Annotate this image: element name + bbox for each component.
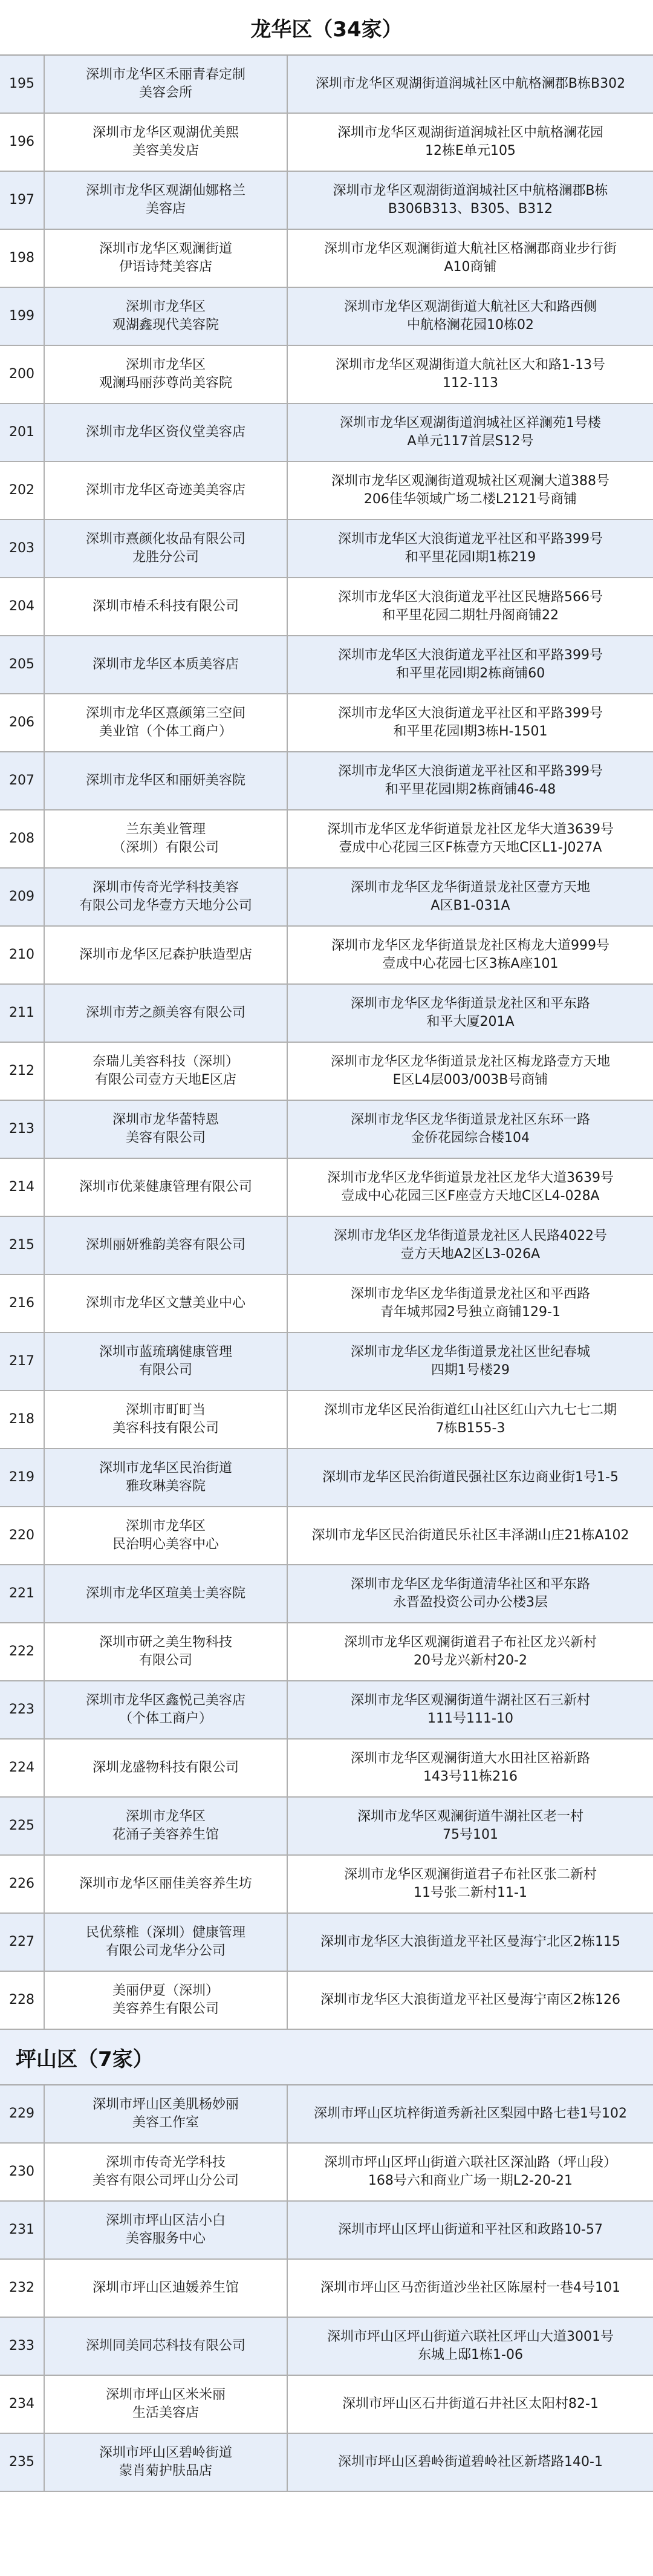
- row-number: 216: [0, 1275, 45, 1332]
- table-row: [0, 1972, 653, 2030]
- district-heading: 坪山区（7家）: [0, 2030, 653, 2085]
- row-number: 224: [0, 1740, 45, 1796]
- shop-address: 深圳市龙华区大浪街道龙平社区和平路399号 和平里花园I期2栋商铺60: [338, 648, 603, 681]
- row-number: 221: [0, 1565, 45, 1622]
- district-heading: 龙华区（34家）: [0, 0, 653, 56]
- row-number: 207: [0, 752, 45, 809]
- row-number: 200: [0, 346, 45, 403]
- shop-name: 深圳市坪山区美肌杨妙丽 美容工作室: [45, 2085, 288, 2142]
- shop-address: 深圳市龙华区观湖街道润城社区中航格澜郡B栋 B306B313、B305、B312: [333, 183, 608, 217]
- shop-address: 深圳市龙华区观澜街道观城社区观澜大道388号 206佳华领域广场二楼L2121号商铺: [331, 474, 609, 507]
- table-row: [0, 1275, 653, 1333]
- table-row: [0, 1391, 653, 1449]
- row-number: 195: [0, 56, 45, 112]
- table-row: [0, 694, 653, 752]
- table-row: [0, 404, 653, 462]
- shop-address: 深圳市龙华区观澜街道牛湖社区石三新村 111号111-10: [350, 1693, 590, 1726]
- row-number: 208: [0, 810, 45, 867]
- shop-address: 深圳市龙华区龙华街道景龙社区和平东路 和平大厦201A: [350, 996, 590, 1029]
- table-row: [0, 2434, 653, 2492]
- row-number: 223: [0, 1681, 45, 1738]
- table-row: [0, 927, 653, 985]
- shop-name: 深圳市龙华区禾丽青春定制 美容会所: [45, 56, 288, 112]
- shop-name: 深圳龙盛物科技有限公司: [45, 1740, 288, 1796]
- shop-address: 深圳市龙华区龙华街道景龙社区壹方天地 A区B1-031A: [350, 880, 590, 913]
- shop-address: 深圳市坪山区石井街道石井社区太阳村82-1: [342, 2396, 599, 2411]
- table-row: [0, 1159, 653, 1217]
- shop-name: 深圳市龙华区民治街道 雅玫琳美容院: [45, 1449, 288, 1506]
- table-row: [0, 114, 653, 172]
- row-number: 206: [0, 694, 45, 751]
- table-row: [0, 2318, 653, 2376]
- row-number: 215: [0, 1217, 45, 1274]
- shop-address: 深圳市坪山区坪山街道六联社区深汕路（坪山段） 168号六和商业广场一期L2-20-21: [323, 2155, 617, 2188]
- shop-name: 深圳市龙华区本质美容店: [45, 636, 288, 693]
- shop-address: 深圳市龙华区观澜街道君子布社区张二新村 11号张二新村11-1: [343, 1867, 597, 1900]
- table-row: [0, 520, 653, 578]
- shop-name: 深圳市龙华区丽佳美容养生坊: [45, 1856, 288, 1912]
- shop-address: 深圳市龙华区观湖街道大航社区大和路1-13号 112-113: [336, 357, 605, 391]
- shop-name: 兰东美业管理 （深圳）有限公司: [45, 810, 288, 867]
- table-row: [0, 1914, 653, 1972]
- row-number: 220: [0, 1507, 45, 1564]
- table-row: [0, 1043, 653, 1101]
- shop-address: 深圳市坪山区碧岭街道碧岭社区新塔路140-1: [338, 2454, 603, 2470]
- table-row: [0, 1507, 653, 1565]
- row-number: 226: [0, 1856, 45, 1912]
- shop-name: 深圳市坪山区迪媛养生馆: [45, 2260, 288, 2317]
- table-row: [0, 985, 653, 1043]
- shop-name: 深圳市龙华区瑄美士美容院: [45, 1565, 288, 1622]
- shop-name: 深圳市龙华蕾特恩 美容有限公司: [45, 1101, 288, 1158]
- shop-name: 深圳市龙华区尼森护肤造型店: [45, 927, 288, 983]
- shop-name: 深圳市坪山区碧岭街道 蒙肖菊护肤品店: [45, 2434, 288, 2491]
- row-number: 229: [0, 2085, 45, 2142]
- row-number: 222: [0, 1623, 45, 1680]
- shop-address: 深圳市龙华区观湖街道大航社区大和路西侧 中航格澜花园10栋02: [343, 299, 597, 333]
- row-number: 230: [0, 2144, 45, 2200]
- shop-name: 深圳市龙华区观湖优美熙 美容美发店: [45, 114, 288, 171]
- row-number: 201: [0, 404, 45, 461]
- table-row: [0, 578, 653, 636]
- shop-name: 深圳市龙华区熹颜第三空间 美业馆（个体工商户）: [45, 694, 288, 751]
- row-number: 232: [0, 2260, 45, 2317]
- row-number: 198: [0, 230, 45, 287]
- shop-address: 深圳市龙华区大浪街道龙平社区曼海宁北区2栋115: [320, 1934, 620, 1949]
- shop-address: 深圳市龙华区龙华街道景龙社区世纪春城 四期1号楼29: [350, 1345, 590, 1378]
- shop-address: 深圳市龙华区大浪街道龙平社区和平路399号 和平里花园I期1栋219: [338, 532, 603, 565]
- row-number: 219: [0, 1449, 45, 1506]
- shop-name: 深圳市蓝琉璃健康管理 有限公司: [45, 1333, 288, 1390]
- table-row: [0, 230, 653, 288]
- row-number: 231: [0, 2202, 45, 2258]
- row-number: 199: [0, 288, 45, 345]
- shop-name: 深圳市龙华区 观湖鑫现代美容院: [45, 288, 288, 345]
- table-row: [0, 869, 653, 927]
- row-number: 225: [0, 1798, 45, 1854]
- shop-name: 深圳丽妍雅韵美容有限公司: [45, 1217, 288, 1274]
- table-row: [0, 1217, 653, 1275]
- shop-address: 深圳市龙华区民治街道红山社区红山六九七七二期 7栋B155-3: [323, 1403, 617, 1436]
- shop-address: 深圳市龙华区观澜街道君子布社区龙兴新村 20号龙兴新村20-2: [343, 1635, 597, 1668]
- table-row: [0, 1856, 653, 1914]
- shop-address: 深圳市龙华区龙华街道景龙社区东环一路 金侨花园综合楼104: [350, 1112, 590, 1146]
- shop-name: 奈瑞儿美容科技（深圳） 有限公司壹方天地E区店: [45, 1043, 288, 1100]
- shop-name: 深圳市龙华区和丽妍美容院: [45, 752, 288, 809]
- shop-address: 深圳市龙华区龙华街道景龙社区人民路4022号 壹方天地A2区L3-026A: [334, 1228, 607, 1262]
- table-row: [0, 1565, 653, 1623]
- shop-address: 深圳市坪山区坑梓街道秀新社区梨园中路七巷1号102: [314, 2106, 627, 2121]
- shop-name: 深圳市龙华区奇迹美美容店: [45, 462, 288, 519]
- row-number: 217: [0, 1333, 45, 1390]
- shop-address: 深圳市龙华区观湖街道润城社区中航格澜郡B栋B302: [315, 76, 626, 91]
- shop-name: 深圳市龙华区观澜街道 伊语诗梵美容店: [45, 230, 288, 287]
- shop-name: 深圳市熹颜化妆品有限公司 龙胜分公司: [45, 520, 288, 577]
- table-row: [0, 1101, 653, 1159]
- shop-address: 深圳市龙华区大浪街道龙平社区民塘路566号 和平里花园二期牡丹阁商铺22: [338, 590, 603, 623]
- shop-name: 深圳市坪山区洁小白 美容服务中心: [45, 2202, 288, 2258]
- shop-name: 深圳市龙华区 民治明心美容中心: [45, 1507, 288, 1564]
- row-number: 211: [0, 985, 45, 1042]
- shop-address: 深圳市龙华区大浪街道龙平社区曼海宁南区2栋126: [320, 1992, 620, 2007]
- row-number: 233: [0, 2318, 45, 2375]
- table-row: [0, 56, 653, 114]
- shop-name: 深圳市芳之颜美容有限公司: [45, 985, 288, 1042]
- table-row: [0, 2144, 653, 2202]
- table-row: [0, 462, 653, 520]
- shop-name: 深圳市优莱健康管理有限公司: [45, 1159, 288, 1216]
- row-number: 204: [0, 578, 45, 635]
- shop-address: 深圳市坪山区坪山街道和平社区和政路10-57: [338, 2222, 603, 2237]
- row-number: 203: [0, 520, 45, 577]
- shop-name: 深圳市传奇光学科技 美容有限公司坪山分公司: [45, 2144, 288, 2200]
- table-row: [0, 1740, 653, 1798]
- shop-name: 深圳市传奇光学科技美容 有限公司龙华壹方天地分公司: [45, 869, 288, 925]
- shop-name: 深圳市龙华区资仪堂美容店: [45, 404, 288, 461]
- shop-name: 深圳市龙华区 观澜玛丽莎尊尚美容院: [45, 346, 288, 403]
- table-row: [0, 2260, 653, 2318]
- shop-name: 深圳市龙华区观湖仙娜格兰 美容店: [45, 172, 288, 229]
- shop-name: 民优蔡椎（深圳）健康管理 有限公司龙华分公司: [45, 1914, 288, 1971]
- shop-name: 深圳市研之美生物科技 有限公司: [45, 1623, 288, 1680]
- shop-name: 深圳市龙华区文慧美业中心: [45, 1275, 288, 1332]
- shop-name: 美丽伊夏（深圳） 美容养生有限公司: [45, 1972, 288, 2029]
- table-row: [0, 1681, 653, 1740]
- shop-address: 深圳市龙华区观湖街道润城社区祥澜苑1号楼 A单元117首层S12号: [340, 416, 601, 449]
- shop-name: 深圳同美同芯科技有限公司: [45, 2318, 288, 2375]
- table-row: [0, 752, 653, 810]
- shop-address: 深圳市龙华区民治街道民强社区东边商业街1号1-5: [322, 1470, 619, 1485]
- table-row: [0, 636, 653, 694]
- shop-address: 深圳市龙华区龙华街道景龙社区龙华大道3639号 壹成中心花园三区F栋壹方天地C区L1-J027A: [327, 822, 614, 855]
- shop-address: 深圳市龙华区龙华街道清华社区和平东路 永晋盈投资公司办公楼3层: [350, 1577, 590, 1610]
- shop-address: 深圳市龙华区大浪街道龙平社区和平路399号 和平里花园Ⅰ期2栋商铺46-48: [338, 764, 603, 797]
- shop-address: 深圳市龙华区观澜街道牛湖社区老一村 75号101: [357, 1809, 583, 1842]
- row-number: 202: [0, 462, 45, 519]
- shop-name: 深圳市坪山区米米丽 生活美容店: [45, 2376, 288, 2433]
- table-row: [0, 2202, 653, 2260]
- shop-address: 深圳市龙华区龙华街道景龙社区梅龙路壹方天地 E区L4层003/003B号商铺: [330, 1054, 610, 1087]
- shop-address: 深圳市龙华区龙华街道景龙社区和平西路 青年城邦园2号独立商铺129-1: [350, 1286, 590, 1320]
- table-row: [0, 1333, 653, 1391]
- row-number: 235: [0, 2434, 45, 2491]
- shop-name: 深圳市龙华区 花涌子美容养生馆: [45, 1798, 288, 1854]
- row-number: 218: [0, 1391, 45, 1448]
- row-number: 234: [0, 2376, 45, 2433]
- table-row: [0, 172, 653, 230]
- row-number: 210: [0, 927, 45, 983]
- table-row: [0, 346, 653, 404]
- table-row: [0, 2376, 653, 2434]
- table-row: [0, 288, 653, 346]
- row-number: 209: [0, 869, 45, 925]
- shop-address: 深圳市龙华区龙华街道景龙社区龙华大道3639号 壹成中心花园三区F座壹方天地C区L4-028A: [327, 1170, 614, 1204]
- shop-address: 深圳市龙华区民治街道民乐社区丰泽湖山庄21栋A102: [311, 1528, 629, 1543]
- row-number: 213: [0, 1101, 45, 1158]
- shop-name: 深圳市町町当 美容科技有限公司: [45, 1391, 288, 1448]
- row-number: 205: [0, 636, 45, 693]
- table-row: [0, 1623, 653, 1681]
- row-number: 212: [0, 1043, 45, 1100]
- shop-name: 深圳市椿禾科技有限公司: [45, 578, 288, 635]
- row-number: 196: [0, 114, 45, 171]
- shop-address: 深圳市坪山区马峦街道沙坐社区陈屋村一巷4号101: [320, 2280, 620, 2295]
- shop-address: 深圳市龙华区大浪街道龙平社区和平路399号 和平里花园I期3栋H-1501: [338, 706, 603, 739]
- table-row: [0, 810, 653, 869]
- shop-address: 深圳市龙华区龙华街道景龙社区梅龙大道999号 壹成中心花园七区3栋A座101: [331, 938, 609, 971]
- shop-name: 深圳市龙华区鑫悦己美容店 （个体工商户）: [45, 1681, 288, 1738]
- table-row: [0, 1449, 653, 1507]
- shop-address: 深圳市龙华区观澜街道大水田社区裕新路 143号11栋216: [350, 1751, 590, 1784]
- shop-address: 深圳市坪山区坪山街道六联社区坪山大道3001号 东城上邸1栋1-06: [327, 2329, 614, 2362]
- shop-address: 深圳市龙华区观湖街道润城社区中航格澜花园 12栋E单元105: [337, 125, 603, 158]
- row-number: 214: [0, 1159, 45, 1216]
- row-number: 197: [0, 172, 45, 229]
- table-row: [0, 1798, 653, 1856]
- table-row: [0, 2085, 653, 2144]
- shop-address: 深圳市龙华区观澜街道大航社区格澜郡商业步行街 A10商铺: [323, 241, 617, 275]
- row-number: 227: [0, 1914, 45, 1971]
- row-number: 228: [0, 1972, 45, 2029]
